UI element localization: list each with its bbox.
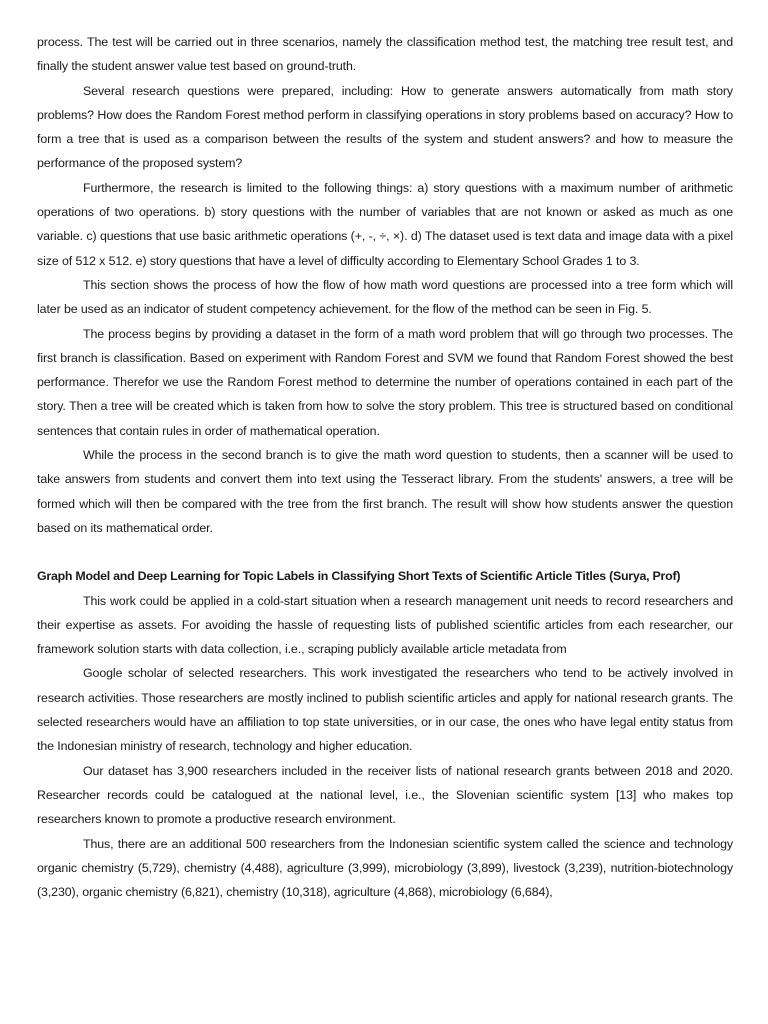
section-heading: Graph Model and Deep Learning for Topic Labels in Classifying Short Texts of Scientific Article Titles (Surya, Prof) xyxy=(37,569,681,584)
paragraph-cold-start: This work could be applied in a cold-start situation when a research management unit needs to record researchers and their expertise as assets. For avoiding the hassle of requesting lists of published scientific articles from each researcher, our framework solution starts with data collection, i.e., scraping publicly available article metadata from xyxy=(37,593,733,657)
paragraph-method-flow: This section shows the process of how the flow of how math word questions are processed into a tree form which will later be used as an indicator of student competency achievement. for the flow of the method can be seen in Fig. 5. xyxy=(37,277,733,317)
paragraph-test-scenarios: process. The test will be carried out in three scenarios, namely the classification method test, the matching tree result test, and finally the student answer value test based on ground-truth. xyxy=(37,35,733,74)
paragraph-additional-researchers: Thus, there are an additional 500 researchers from the Indonesian scientific system called the science and technology organic chemistry (5,729), chemistry (4,488), agriculture (3,999), microbiology (3,899), livestock (3,239), nutrition-biotechnology (3,230), organic chemistry (6,821), chemistry (10,318), agriculture (4,868), microbiology (6,684), xyxy=(37,836,733,900)
paragraph-research-questions: Several research questions were prepared, including: How to generate answers automatically from math story problems? How does the Random Forest method perform in classifying operations in story problems based on accuracy? How to form a tree that is used as a comparison between the results of the system and student answers? and how to measure the performance of the proposed system? xyxy=(37,83,733,171)
paragraph-dataset: Our dataset has 3,900 researchers included in the receiver lists of national research grants between 2018 and 2020. Researcher records could be catalogued at the national level, i.e., the Slovenian scientific system [13] who makes top researchers known to promote a productive research environment. xyxy=(37,763,733,827)
paragraph-research-limits: Furthermore, the research is limited to the following things: a) story questions with a maximum number of arithmetic operations of two operations. b) story questions with the number of variables that are not known or asked as much as one variable. c) questions that use basic arithmetic operations (+, -, ÷, ×). d) The dataset used is text data and image data with a pixel size of 512 x 512. e) story questions that have a level of difficulty according to Elementary School Grades 1 to 3. xyxy=(37,180,733,268)
paragraph-process-begins: The process begins by providing a dataset in the form of a math word problem that will go through two processes. The first branch is classification. Based on experiment with Random Forest and SVM we found that Random Forest showed the best performance. Therefor we use the Random Forest method to determine the number of operations contained in each part of the story. Then a tree will be created which is taken from how to solve the story problem. This tree is structured based on conditional sentences that contain rules in order of mathematical operation. xyxy=(37,326,733,438)
paragraph-google-scholar: Google scholar of selected researchers. This work investigated the researchers who tend to be actively involved in research activities. Those researchers are mostly inclined to publish scientific articles and apply for national research grants. The selected researchers would have an affiliation to top state universities, or in our case, the ones who have legal entity status from the Indonesian ministry of research, technology and higher education. xyxy=(37,666,733,754)
paragraph-second-branch: While the process in the second branch is to give the math word question to students, then a scanner will be used to take answers from students and convert them into text using the Tesseract library. From the students' answers, a tree will be formed which will then be compared with the tree from the first branch. The result will show how students answer the question based on its mathematical order. xyxy=(37,448,733,535)
document-page xyxy=(37,0,733,904)
